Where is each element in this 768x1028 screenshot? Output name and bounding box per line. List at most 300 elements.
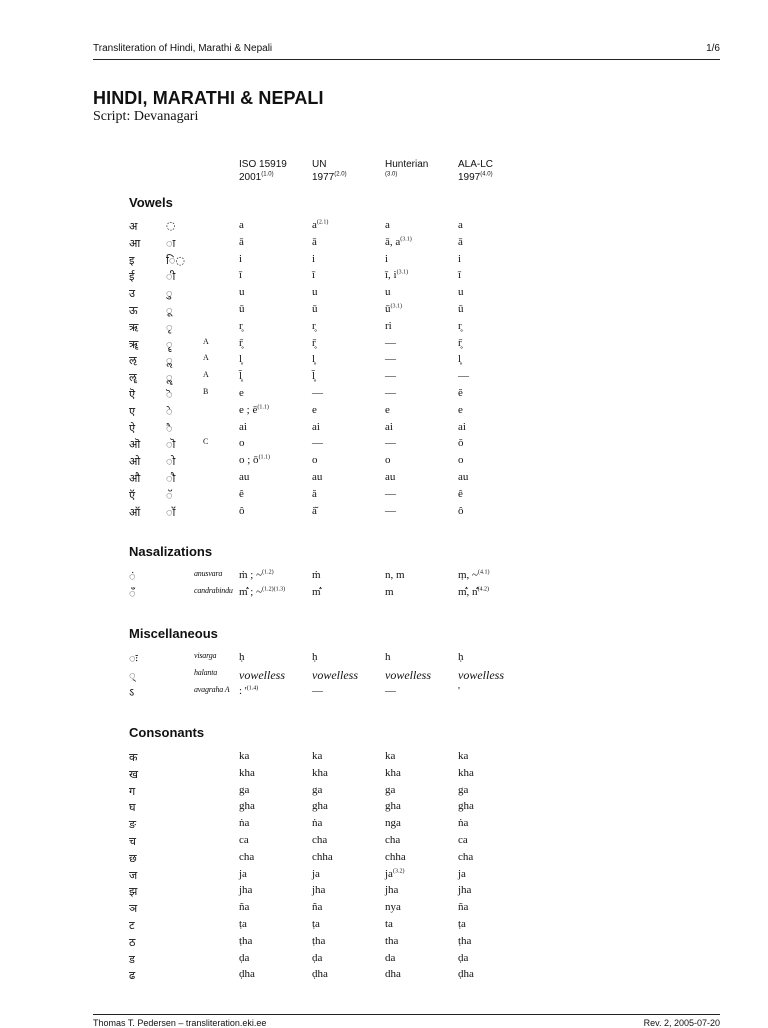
translit-value: ḍha [239, 968, 255, 981]
translit-value: jha [385, 884, 399, 897]
column-header-ala-lc-name: ALA-LC [458, 159, 494, 170]
table-row [0, 286, 768, 302]
table-row [0, 404, 768, 420]
note-reference: (3.2) [392, 867, 405, 874]
translit-iso [239, 320, 243, 332]
translit-value: : ' [239, 684, 247, 697]
translit-un [312, 337, 316, 349]
translit-value: ḥ [458, 651, 464, 663]
translit-un [312, 685, 323, 697]
table-row [0, 586, 768, 602]
translit-ala-lc [458, 668, 504, 683]
devanagari-letter: ए [129, 404, 136, 418]
translit-value: ja [312, 867, 320, 880]
translit-value: vowelless [458, 667, 504, 682]
translit-value: ă̆ [312, 504, 317, 517]
table-row [0, 471, 768, 487]
translit-value: ī [458, 269, 462, 282]
translit-value: u [312, 286, 318, 299]
translit-value: l̥ [458, 353, 462, 366]
table-row [0, 800, 768, 816]
section-title-nasalizations: Nasalizations [129, 544, 213, 559]
translit-un [312, 901, 322, 913]
translit-hunterian [385, 668, 431, 683]
translit-value: — [458, 370, 469, 383]
translit-ala-lc [458, 586, 489, 598]
translit-value: a [312, 219, 317, 231]
translit-value: ā [239, 235, 244, 248]
table-row [0, 253, 768, 269]
translit-value: a [385, 219, 390, 231]
translit-ala-lc [458, 320, 462, 332]
translit-iso [239, 851, 254, 863]
translit-value: ṅa [312, 817, 323, 830]
translit-value: jha [312, 884, 326, 897]
translit-iso [239, 918, 247, 930]
translit-value: ṃ, ~ [458, 569, 479, 581]
translit-value: ḍha [458, 968, 474, 981]
translit-value: dha [385, 968, 401, 981]
translit-value: kha [458, 766, 474, 779]
table-row [0, 488, 768, 504]
translit-un [312, 387, 323, 399]
translit-value: ṭha [312, 934, 326, 947]
table-row [0, 918, 768, 934]
footnote-marker: C [203, 437, 209, 447]
translit-value: — [385, 437, 396, 450]
footnote-marker: A [203, 353, 209, 363]
translit-hunterian [385, 421, 393, 433]
translit-ala-lc [458, 685, 460, 697]
translit-value: i [385, 252, 389, 265]
translit-ala-lc [458, 471, 468, 483]
table-row [0, 868, 768, 884]
translit-value: — [385, 336, 396, 349]
table-row [0, 370, 768, 386]
translit-ala-lc [458, 750, 468, 762]
translit-value: gha [385, 800, 401, 813]
running-header [93, 43, 720, 60]
footer-author: Thomas T. Pedersen – transliteration.eki.ee [93, 1018, 267, 1028]
translit-hunterian [385, 437, 396, 449]
translit-hunterian [385, 817, 401, 829]
vowel-sign: ◌ॄ [166, 337, 173, 351]
translit-hunterian [385, 651, 391, 663]
translit-value: ū [239, 303, 245, 315]
translit-ala-lc [458, 851, 473, 863]
translit-hunterian [385, 586, 394, 598]
translit-un [312, 370, 315, 382]
translit-iso [239, 651, 245, 663]
vowel-sign: ◌े [166, 404, 173, 418]
translit-ala-lc [458, 817, 468, 829]
translit-value: ū [385, 303, 391, 315]
translit-ala-lc [458, 236, 463, 248]
translit-ala-lc [458, 935, 471, 947]
note-reference: (1.4) [246, 684, 259, 691]
translit-hunterian [385, 471, 395, 483]
translit-ala-lc [458, 353, 461, 365]
translit-hunterian [385, 320, 392, 332]
column-header-hunterian [385, 158, 428, 184]
vowel-sign: ◌ै [166, 421, 173, 435]
translit-hunterian [385, 868, 404, 880]
note-reference: (1.1) [257, 404, 269, 411]
translit-ala-lc [458, 767, 474, 779]
table-row [0, 685, 768, 701]
translit-un [312, 851, 333, 863]
devanagari-letter: ऍ [129, 488, 136, 502]
vowel-sign: ◌ी [166, 270, 176, 284]
translit-value: da [385, 951, 396, 964]
translit-un [312, 219, 328, 231]
translit-value: o [312, 454, 318, 467]
translit-value: ḥ [312, 651, 318, 663]
column-header-iso [239, 158, 287, 184]
translit-un [312, 303, 318, 315]
translit-value: l̥ [239, 353, 243, 366]
translit-iso [239, 569, 274, 581]
translit-value: — [385, 487, 396, 500]
translit-value: o [239, 437, 245, 450]
translit-iso [239, 750, 249, 762]
table-row [0, 750, 768, 766]
translit-value: ê [239, 487, 244, 500]
table-row [0, 569, 768, 585]
translit-value: ŏ [458, 437, 464, 450]
translit-un [312, 437, 323, 449]
sign-name: visarga [194, 651, 217, 660]
translit-ala-lc [458, 952, 468, 964]
translit-hunterian [385, 337, 396, 349]
table-row [0, 303, 768, 319]
translit-value: jha [458, 884, 472, 897]
translit-value: ja [458, 867, 466, 880]
column-header-hunterian-name: Hunterian [385, 159, 429, 170]
translit-ala-lc [458, 253, 461, 265]
translit-value: ê [458, 487, 463, 500]
note-reference: (1.1) [258, 454, 271, 461]
translit-un [312, 935, 325, 947]
translit-value: i [312, 252, 316, 265]
translit-value: ai [385, 420, 393, 433]
translit-ala-lc [458, 437, 464, 449]
translit-value: kha [239, 766, 255, 779]
translit-value: i [458, 252, 462, 265]
translit-ala-lc [458, 884, 471, 896]
table-row [0, 935, 768, 951]
table-row [0, 968, 768, 984]
translit-value: ī [312, 269, 316, 282]
translit-hunterian [385, 968, 401, 980]
translit-value: ṅa [239, 817, 250, 830]
column-header-hunterian-note: (3.0) [385, 171, 398, 178]
translit-value: — [312, 437, 323, 450]
translit-un [312, 868, 320, 880]
translit-ala-lc [458, 569, 490, 581]
translit-value: m [385, 585, 394, 598]
translit-value: i [239, 252, 243, 265]
translit-iso [239, 834, 249, 846]
translit-value: u [458, 286, 464, 299]
translit-value: o ; ō [239, 454, 259, 467]
devanagari-letter: उ [129, 287, 136, 301]
table-row [0, 834, 768, 850]
devanagari-letter: ठ [129, 935, 136, 949]
translit-hunterian [385, 353, 396, 365]
translit-value: nya [385, 901, 401, 914]
translit-iso [239, 952, 249, 964]
column-header-iso-year: 2001 [239, 172, 262, 183]
translit-value: ū [312, 303, 318, 315]
page-footer [93, 1014, 720, 1028]
translit-un [312, 505, 317, 517]
vowel-sign: ◌ा [166, 236, 176, 250]
translit-value: gha [239, 800, 255, 813]
translit-value: cha [239, 850, 255, 863]
translit-value: ri [385, 319, 392, 332]
translit-hunterian [385, 387, 396, 399]
table-row [0, 353, 768, 369]
translit-value: — [312, 387, 323, 399]
translit-hunterian [385, 569, 405, 581]
translit-value: — [385, 370, 396, 383]
translit-value: n, m [385, 569, 405, 581]
translit-value: r̥ [458, 319, 462, 332]
translit-value: e [239, 387, 244, 399]
translit-value: au [239, 471, 250, 483]
translit-value: ai [312, 420, 320, 433]
translit-iso [239, 968, 255, 980]
translit-hunterian [385, 750, 395, 762]
translit-value: vowelless [239, 667, 285, 682]
devanagari-letter: ट [129, 919, 135, 932]
translit-un [312, 454, 318, 466]
devanagari-letter: ऑ [129, 505, 141, 519]
translit-un [312, 320, 316, 332]
translit-value: ga [385, 783, 396, 796]
translit-value: ja [239, 867, 247, 880]
translit-value: ja [385, 867, 393, 880]
devanagari-letter: झ [129, 885, 138, 899]
vowel-sign: ◌ॣ [166, 371, 173, 385]
translit-iso [239, 286, 245, 298]
translit-hunterian [385, 918, 393, 930]
translit-value: ī [239, 269, 243, 282]
translit-value: r̥̄ [458, 336, 462, 349]
translit-value: ai [239, 420, 247, 433]
translit-value: ka [458, 750, 469, 762]
devanagari-letter: ख [129, 767, 138, 781]
note-reference: (2.1) [316, 219, 329, 226]
devanagari-letter: ऎ [129, 388, 136, 401]
translit-value: ai [458, 420, 466, 433]
section-title-miscellaneous: Miscellaneous [129, 626, 218, 641]
translit-ala-lc [458, 651, 464, 663]
translit-value: tha [385, 934, 399, 947]
translit-value: ī, i [385, 269, 397, 282]
devanagari-letter: ◌ँ [129, 586, 136, 600]
sign-name: anusvara [194, 569, 223, 578]
devanagari-letter: ऐ [129, 421, 136, 435]
note-reference: (3.1) [396, 269, 409, 276]
translit-value: ḍa [312, 951, 323, 964]
translit-iso [239, 387, 244, 399]
devanagari-letter: ग [129, 784, 136, 798]
translit-hunterian [385, 685, 396, 697]
translit-iso [239, 800, 255, 812]
translit-iso [239, 337, 243, 349]
translit-un [312, 286, 318, 298]
translit-iso [239, 901, 249, 913]
translit-value: l̥̄ [239, 370, 243, 383]
translit-un [312, 569, 321, 581]
translit-hunterian [385, 404, 390, 416]
translit-value: vowelless [385, 667, 431, 682]
table-row [0, 952, 768, 968]
translit-iso [239, 685, 258, 697]
translit-iso [239, 454, 270, 466]
translit-hunterian [385, 884, 398, 896]
translit-value: cha [458, 850, 474, 863]
table-row [0, 901, 768, 917]
translit-iso [239, 269, 242, 281]
translit-value: nga [385, 817, 401, 830]
translit-ala-lc [458, 800, 474, 812]
table-row [0, 454, 768, 470]
table-row [0, 219, 768, 235]
translit-hunterian [385, 505, 396, 517]
vowel-sign: ◌ो [166, 455, 176, 469]
table-row [0, 421, 768, 437]
translit-value: ă [312, 487, 317, 500]
translit-ala-lc [458, 454, 464, 466]
vowel-sign: ◌ [166, 219, 176, 232]
translit-value: ṭha [458, 934, 472, 947]
devanagari-letter: ◌ः [129, 652, 138, 665]
translit-ala-lc [458, 505, 464, 517]
translit-value: r̥̄ [239, 336, 243, 349]
table-row [0, 387, 768, 403]
translit-value: gha [312, 800, 328, 813]
translit-un [312, 817, 322, 829]
section-title-vowels: Vowels [129, 195, 173, 210]
translit-ala-lc [458, 286, 464, 298]
translit-hunterian [385, 851, 406, 863]
note-reference: (4.2) [477, 586, 490, 593]
translit-hunterian [385, 901, 401, 913]
translit-hunterian [385, 952, 395, 964]
translit-iso [239, 236, 244, 248]
translit-value: ta [385, 918, 393, 930]
translit-value: e [312, 403, 317, 416]
devanagari-letter: ऊ [129, 304, 138, 317]
table-row [0, 320, 768, 336]
devanagari-letter: इ [129, 253, 135, 267]
section-title-consonants: Consonants [129, 725, 205, 740]
translit-hunterian [385, 935, 398, 947]
devanagari-letter: ज [129, 868, 138, 882]
translit-un [312, 750, 322, 762]
translit-value: ṭa [239, 918, 247, 930]
footnote-marker: A [203, 370, 209, 380]
translit-un [312, 668, 358, 683]
footer-revision: Rev. 2, 2005-07-20 [643, 1018, 720, 1028]
vowel-sign: ◌ॆ [166, 388, 173, 401]
column-header-ala-lc-note: (4.0) [480, 171, 493, 178]
translit-value: ga [312, 783, 323, 796]
translit-un [312, 884, 325, 896]
devanagari-letter: छ [129, 851, 137, 865]
translit-value: cha [385, 834, 401, 846]
devanagari-letter: ◌् [129, 668, 136, 682]
translit-value: ka [385, 750, 396, 762]
column-header-ala-lc [458, 158, 493, 184]
translit-value: e [385, 403, 390, 416]
translit-value: ū [458, 303, 464, 315]
sign-name: avagraha A [194, 684, 230, 694]
translit-value: au [385, 471, 396, 483]
translit-value: u [239, 286, 245, 299]
translit-ala-lc [458, 868, 466, 880]
vowel-sign: ◌ॊ [166, 438, 176, 452]
translit-value: r̥̄ [312, 336, 316, 349]
devanagari-letter: ड [129, 952, 135, 966]
column-header-iso-name: ISO 15919 [239, 159, 287, 170]
translit-value: m̐ [312, 585, 321, 598]
translit-value: ca [458, 834, 468, 846]
translit-un [312, 968, 328, 980]
translit-un [312, 236, 317, 248]
vowel-sign: ◌ॢ [166, 354, 173, 368]
sign-name: halanta [194, 667, 218, 677]
translit-value: ā [312, 235, 317, 248]
translit-value: ṁ [312, 569, 321, 581]
table-row [0, 269, 768, 285]
translit-hunterian [385, 834, 400, 846]
translit-ala-lc [458, 421, 466, 433]
translit-value: m̐, n̐ [458, 585, 478, 598]
translit-iso [239, 404, 269, 416]
translit-value: e ; ē [239, 403, 258, 416]
translit-un [312, 952, 322, 964]
translit-iso [239, 884, 252, 896]
translit-iso [239, 253, 242, 265]
translit-value: ĕ [458, 387, 463, 399]
translit-un [312, 488, 317, 500]
devanagari-letter: ङ [129, 818, 137, 832]
table-row [0, 651, 768, 667]
translit-iso [239, 471, 249, 483]
translit-value: u [385, 286, 391, 299]
table-row [0, 884, 768, 900]
translit-hunterian [385, 370, 396, 382]
running-header-title: Transliteration of Hindi, Marathi & Nepali [93, 43, 273, 54]
devanagari-letter: आ [129, 236, 141, 250]
translit-value: ga [239, 783, 250, 796]
translit-value: ka [312, 750, 323, 762]
translit-value: gha [458, 800, 474, 813]
table-row [0, 505, 768, 521]
translit-hunterian [385, 800, 401, 812]
translit-value: — [385, 684, 396, 697]
translit-value: ā, a [385, 235, 401, 248]
translit-iso [239, 868, 247, 880]
translit-un [312, 784, 322, 796]
translit-ala-lc [458, 303, 464, 315]
vowel-sign: ◌ॅ [166, 488, 173, 502]
column-header-ala-lc-year: 1997 [458, 172, 481, 183]
